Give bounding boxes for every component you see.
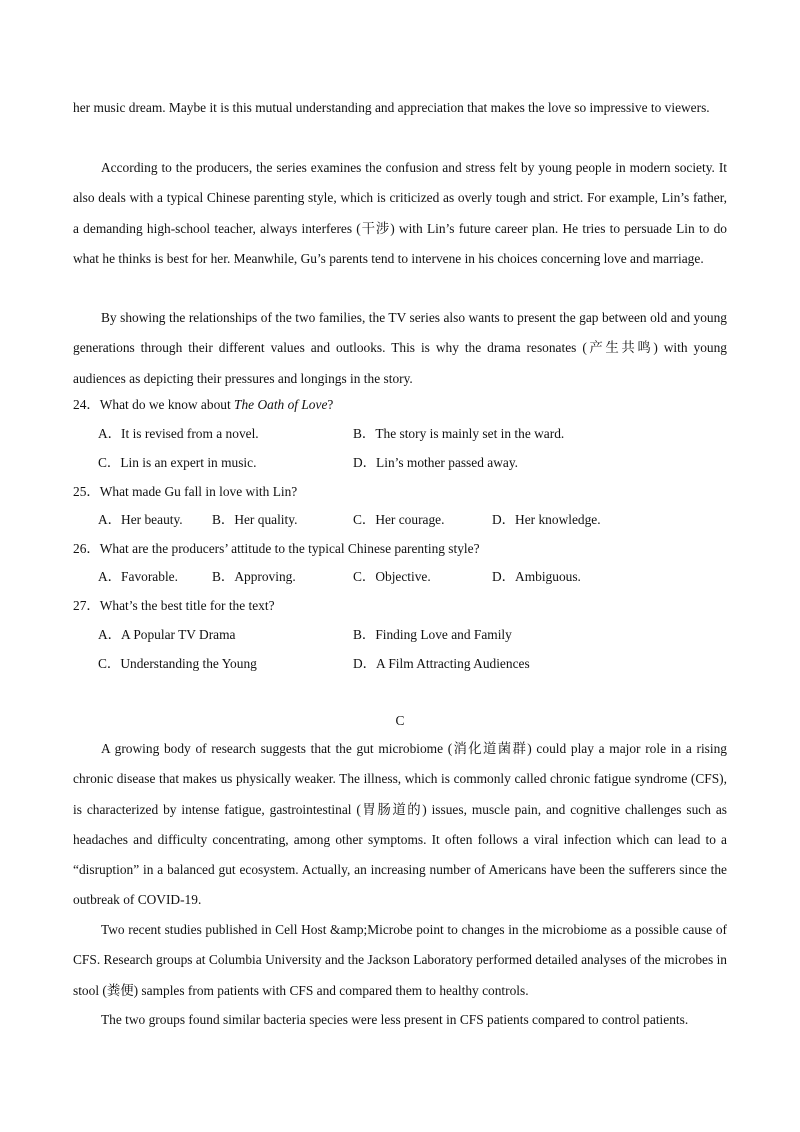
passage-b-paragraph-3: By showing the relationships of the two families, the TV series also wants to present the gap between old and young generations through their different values and outlooks. This is why the drama resonates (产生共鸣) with young audiences as depicting their pressures and longings in the story. — [73, 310, 727, 386]
question-26-option-b[interactable]: B．Approving. — [212, 569, 296, 584]
question-26-option-d[interactable]: D．Ambiguous. — [492, 569, 581, 584]
question-27-stem: 27．What’s the best title for the text? — [73, 598, 275, 613]
question-27-options-row-2 — [0, 654, 800, 674]
question-24-stem: 24．What do we know about The Oath of Love? — [73, 397, 334, 412]
question-25-options-row — [0, 510, 800, 530]
section-c-heading: C — [395, 713, 405, 728]
question-25-option-c[interactable]: C．Her courage. — [353, 512, 445, 527]
question-26-option-c[interactable]: C．Objective. — [353, 569, 431, 584]
question-27-option-c[interactable]: C．Understanding the Young — [98, 656, 257, 671]
question-24-option-a[interactable]: A．It is revised from a novel. — [98, 426, 259, 441]
question-26-stem: 26．What are the producers’ attitude to the typical Chinese parenting style? — [73, 541, 480, 556]
passage-b-paragraph-2: According to the producers, the series examines the confusion and stress felt by young people in modern society. It also deals with a typical Chinese parenting style, which is criticized as overly tough and strict. For example, Lin’s father, a demanding high-school teacher, always interferes (干涉) with Lin’s future career plan. He tries to persuade Lin to do what he thinks is best for her. Meanwhile, Gu’s parents tend to intervene in his choices concerning love and marriage. — [73, 160, 727, 266]
question-24-title-italic: The Oath of Love — [234, 397, 328, 412]
question-27-option-b[interactable]: B．Finding Love and Family — [353, 627, 512, 642]
question-24-options-row-2 — [0, 453, 800, 473]
question-24-option-c[interactable]: C．Lin is an expert in music. — [98, 455, 257, 470]
question-26-option-a[interactable]: A．Favorable. — [98, 569, 178, 584]
question-26-options-row — [0, 567, 800, 587]
question-27-options-row-1 — [0, 625, 800, 645]
passage-b-paragraph-1: her music dream. Maybe it is this mutual understanding and appreciation that makes the love so impressive to viewers. — [73, 100, 710, 115]
question-24-option-d[interactable]: D．Lin’s mother passed away. — [353, 455, 518, 470]
passage-c-paragraph-3: The two groups found similar bacteria species were less present in CFS patients compared to control patients. — [101, 1012, 689, 1027]
passage-c-paragraph-2: Two recent studies published in Cell Host &amp;Microbe point to changes in the microbiome as a possible cause of CFS. Research groups at Columbia University and the Jackson Laboratory performed detailed analyses of the microbes in stool (粪便) samples from patients with CFS and compared them to healthy controls. — [73, 922, 727, 998]
question-27-option-a[interactable]: A．A Popular TV Drama — [98, 627, 236, 642]
question-24-options-row-1 — [0, 424, 800, 444]
question-25-option-d[interactable]: D．Her knowledge. — [492, 512, 601, 527]
question-24-option-b[interactable]: B．The story is mainly set in the ward. — [353, 426, 565, 441]
question-25-option-b[interactable]: B．Her quality. — [212, 512, 298, 527]
question-25-stem: 25．What made Gu fall in love with Lin? — [73, 484, 298, 499]
question-25-option-a[interactable]: A．Her beauty. — [98, 512, 183, 527]
passage-c-paragraph-1: A growing body of research suggests that the gut microbiome (消化道菌群) could play a major role in a rising chronic disease that makes us physically weaker. The illness, which is commonly called chronic fatigue syndrome (CFS), is characterized by intense fatigue, gastrointestinal (胃肠道的) issues, muscle pain, and cognitive challenges such as headaches and difficulty concentrating, among other symptoms. It often follows a viral infection which can lead to a “disruption” in a balanced gut ecosystem. Actually, an increasing number of Americans have been the sufferers since the outbreak of COVID-19. — [73, 741, 727, 908]
question-27-option-d[interactable]: D．A Film Attracting Audiences — [353, 656, 530, 671]
